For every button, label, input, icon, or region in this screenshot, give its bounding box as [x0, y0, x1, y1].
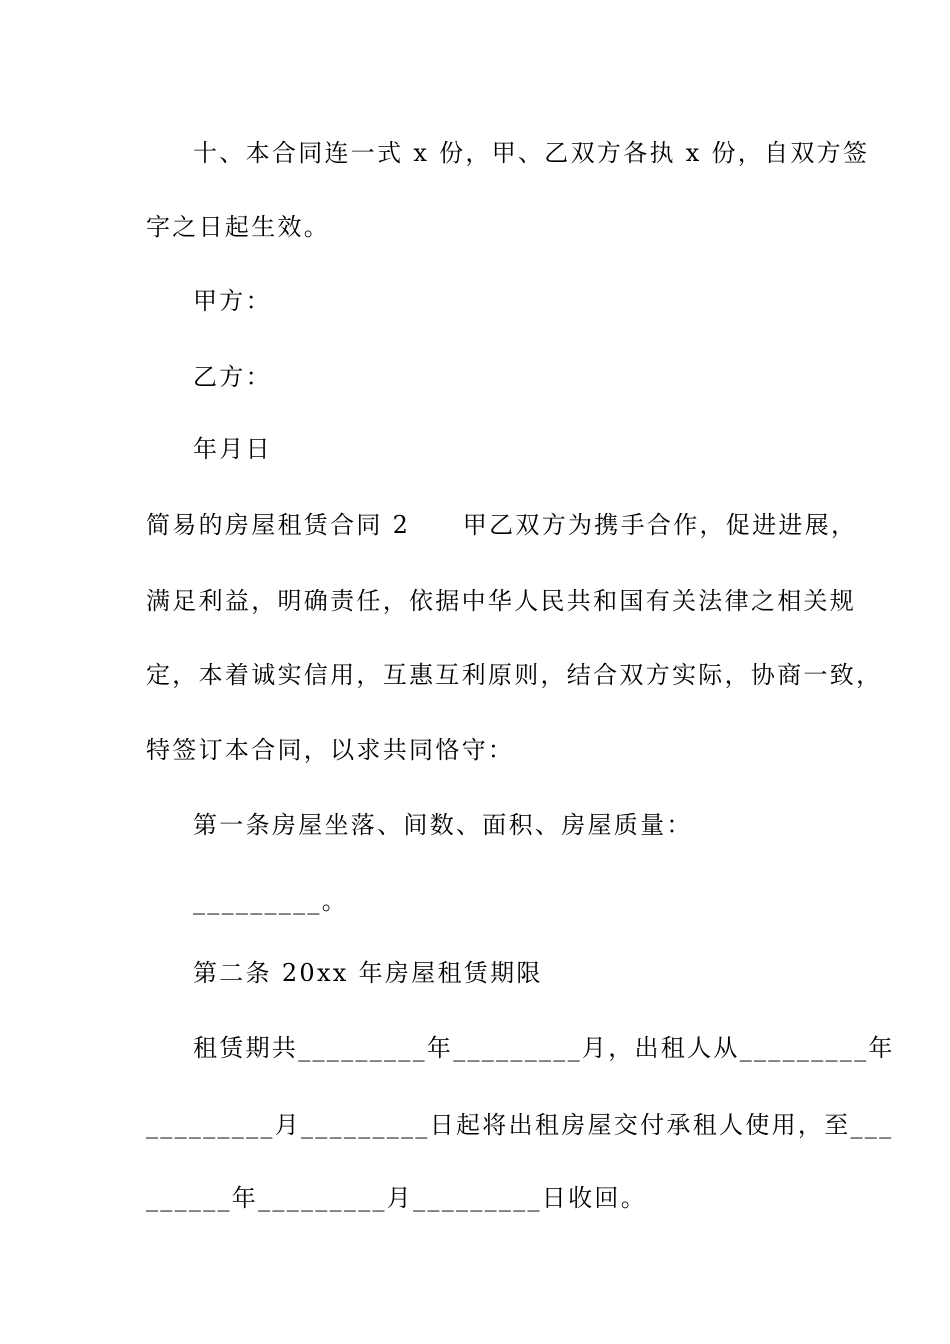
article-one-blank: _________。 — [193, 887, 348, 915]
preamble-line-3: 定，本着诚实信用，互惠互利原则，结合双方实际，协商一致， — [146, 661, 883, 689]
preamble-line-2: 满足利益，明确责任，依据中华人民共和国有关法律之相关规 — [146, 587, 857, 615]
article-two-heading: 第二条 20xx 年房屋租赁期限 — [193, 959, 543, 987]
preamble-line-4: 特签订本合同，以求共同恪守： — [146, 736, 515, 764]
clause-ten-line-2: 字之日起生效。 — [146, 213, 331, 241]
lease-term-line-1: 租赁期共_________年_________月，出租人从_________年 — [193, 1034, 895, 1062]
lease-term-line-3: ______年_________月_________日收回。 — [146, 1184, 647, 1212]
clause-ten-line-1: 十、本合同连一式 x 份，甲、乙双方各执 x 份，自双方签 — [193, 139, 870, 167]
party-a-label: 甲方： — [193, 287, 272, 315]
article-one-heading: 第一条房屋坐落、间数、面积、房屋质量： — [193, 811, 693, 839]
party-b-label: 乙方： — [193, 363, 272, 391]
date-line: 年月日 — [193, 435, 272, 463]
contract-2-heading-line: 简易的房屋租赁合同 2 甲乙双方为携手合作，促进进展， — [146, 511, 858, 539]
lease-term-line-2: _________月_________日起将出租房屋交付承租人使用，至___ — [146, 1111, 894, 1139]
